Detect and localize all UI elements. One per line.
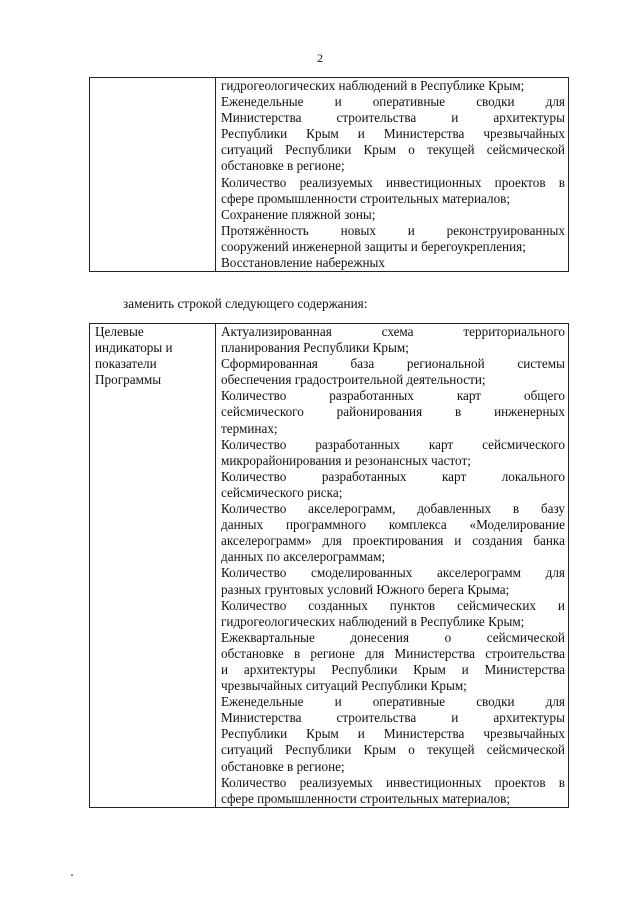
content-line: Еженедельные и оперативные сводки для	[221, 94, 565, 110]
page-number: 2	[317, 51, 323, 65]
table-new-row	[89, 323, 569, 808]
content-line: Количество разработанных карт общего	[221, 388, 565, 404]
content-line: обстановке в регионе;	[221, 758, 345, 774]
content-line: терминах;	[221, 420, 278, 436]
content-line: сейсмического районирования в инженерных	[221, 404, 565, 420]
content-line: сфере промышленности строительных материалов;	[221, 790, 511, 806]
content-line: обстановке в регионе для Министерства строительства	[221, 645, 565, 661]
content-line: Количество реализуемых инвестиционных проектов в	[221, 774, 565, 790]
content-line: Протяжённость новых и реконструированных	[221, 222, 565, 238]
table-content-cell	[216, 78, 569, 272]
content-line: Количество акселерограмм, добавленных в базу	[221, 501, 565, 517]
content-line: микрорайонирования и резонансных частот;	[221, 452, 471, 468]
content-line: данных по акселерограммам;	[221, 549, 386, 565]
content-line: ситуаций Республики Крым о текущей сейсмической	[221, 742, 565, 758]
content-line: Количество разработанных карт сейсмического	[221, 436, 565, 452]
content-line: сфере промышленности строительных материалов;	[221, 190, 511, 206]
content-line: акселерограмм» для проектирования и создания банка	[221, 533, 565, 549]
content-line: Министерства строительства и архитектуры	[221, 710, 565, 726]
content-line: Сохранение пляжной зоны;	[221, 206, 376, 222]
label-line: Программы	[95, 372, 162, 388]
content-line: Еженедельные и оперативные сводки для	[221, 694, 565, 710]
content-line: Актуализированная схема территориального	[221, 324, 565, 339]
table-label-cell	[90, 78, 216, 272]
content-line: обстановке в регионе;	[221, 158, 345, 174]
content-line: обеспечения градостроительной деятельности;	[221, 372, 486, 388]
content-line: сейсмического риска;	[221, 484, 343, 500]
table-continuation	[89, 77, 569, 272]
table-row	[90, 324, 569, 808]
content-line: разных грунтовых условий Южного берега Крыма;	[221, 581, 510, 597]
label-line: Целевые	[95, 324, 144, 339]
content-line: Количество разработанных карт локального	[221, 468, 565, 484]
content-line: ситуаций Республики Крым о текущей сейсмической	[221, 142, 565, 158]
content-line: Восстановление набережных	[221, 255, 385, 271]
content-line: Республики Крым и Министерства чрезвычайных	[221, 126, 565, 142]
label-line: индикаторы и	[95, 340, 173, 356]
content-line: чрезвычайных ситуаций Республики Крым;	[221, 678, 467, 694]
content-line: Количество реализуемых инвестиционных проектов в	[221, 174, 565, 190]
replace-instruction: заменить строкой следующего содержания:	[123, 296, 368, 311]
content-line: и архитектуры Республики Крым и Министерства	[221, 661, 565, 677]
content-line: планирования Республики Крым;	[221, 340, 409, 356]
content-line: Ежеквартальные донесения о сейсмической	[221, 629, 565, 645]
content-line: Сформированная база региональной системы	[221, 356, 565, 372]
content-line: сооружений инженерной защиты и берегоукрепления;	[221, 238, 526, 254]
table-content-cell	[216, 324, 569, 808]
table-label-cell	[90, 324, 216, 808]
content-line: Количество смоделированных акселерограмм для	[221, 565, 565, 581]
content-line: Количество созданных пунктов сейсмических и	[221, 597, 565, 613]
content-line: данных программного комплекса «Моделирование	[221, 517, 565, 533]
content-line: гидрогеологических наблюдений в Республике Крым;	[221, 613, 525, 629]
table-row	[90, 78, 569, 272]
content-line: Министерства строительства и архитектуры	[221, 110, 565, 126]
label-line: показатели	[95, 356, 157, 372]
scan-speck	[71, 874, 73, 876]
content-line: Республики Крым и Министерства чрезвычайных	[221, 726, 565, 742]
content-line: гидрогеологических наблюдений в Республике Крым;	[221, 78, 525, 93]
